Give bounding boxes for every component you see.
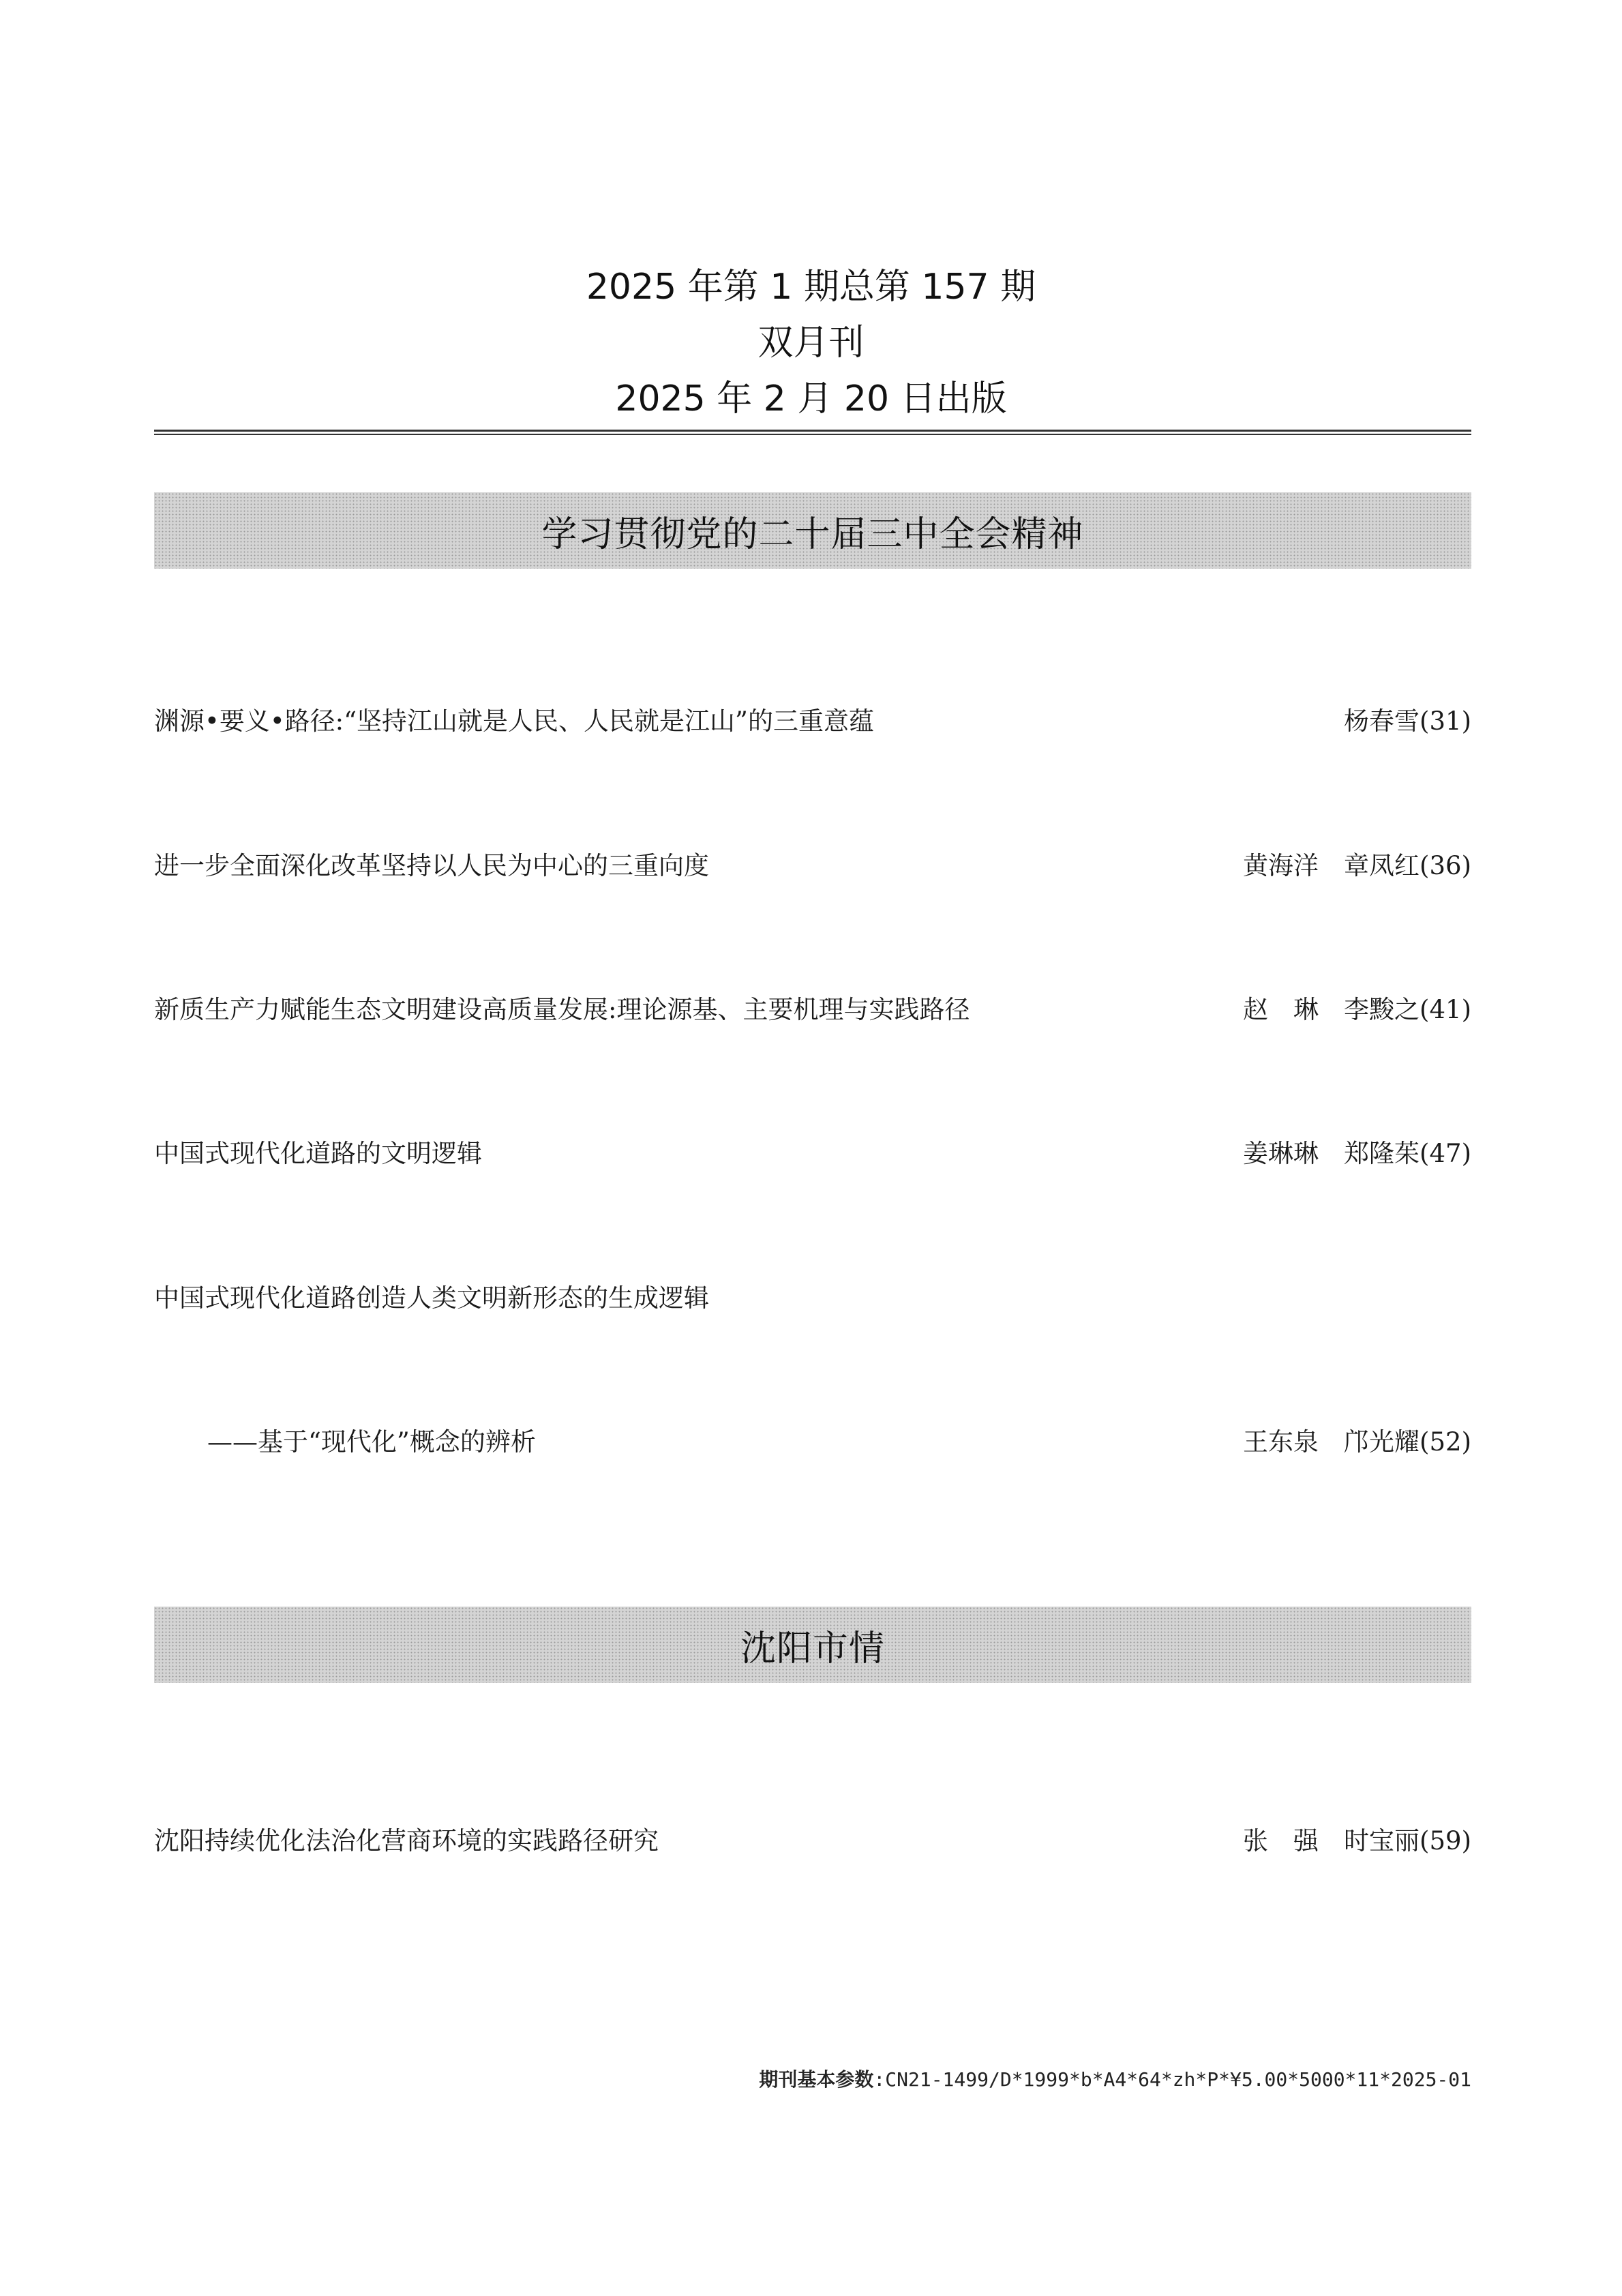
article-title: 进一步全面深化改革坚持以人民为中心的三重向度 <box>154 851 709 880</box>
toc-entry[interactable] <box>154 1133 1471 1174</box>
article-title: 新质生产力赋能生态文明建设高质量发展:理论源基、主要机理与实践路径 <box>154 995 970 1024</box>
article-authors-page: 黄海洋 章凤红(36) <box>1243 851 1471 880</box>
toc-entry[interactable] <box>154 989 1471 1030</box>
article-title: 渊源•要义•路径:“坚持江山就是人民、人民就是江山”的三重意蕴 <box>154 706 874 736</box>
article-title: 沈阳持续优化法治化营商环境的实践路径研究 <box>154 1826 659 1855</box>
publication-frequency: 双月刊 <box>757 323 865 363</box>
journal-parameters-label: 期刊基本参数 <box>759 2068 874 2091</box>
article-title: 中国式现代化道路创造人类文明新形态的生成逻辑 <box>154 1283 709 1313</box>
article-subtitle: ——基于“现代化”概念的辨析 <box>207 1427 536 1457</box>
section-heading: 沈阳市情 <box>154 1607 1471 1683</box>
article-authors-page: 杨春雪(31) <box>1344 706 1471 736</box>
article-title: 中国式现代化道路的文明逻辑 <box>154 1139 482 1168</box>
journal-parameters-value: :CN21-1499/D*1999*b*A4*64*zh*P*¥5.00*5000*11*2025-01 <box>873 2068 1471 2091</box>
toc-entry[interactable] <box>154 846 1471 886</box>
article-authors-page: 赵 琳 李黢之(41) <box>1243 995 1471 1024</box>
toc-entry-subtitle[interactable] <box>154 1422 1471 1463</box>
toc-entry[interactable] <box>154 1821 1471 1862</box>
toc-entry[interactable] <box>154 701 1471 742</box>
article-authors-page: 王东泉 邝光耀(52) <box>1243 1427 1471 1457</box>
article-authors-page: 姜琳琳 郑隆茱(47) <box>1243 1139 1471 1168</box>
issue-number: 2025 年第 1 期总第 157 期 <box>586 267 1036 308</box>
article-authors-page: 张 强 时宝丽(59) <box>1243 1826 1471 1855</box>
toc-entry[interactable] <box>154 1278 1471 1319</box>
publication-date: 2025 年 2 月 20 日出版 <box>615 378 1007 419</box>
header-divider <box>154 430 1471 435</box>
journal-parameters <box>759 2066 1471 2093</box>
issue-header <box>0 259 1622 427</box>
section-heading: 学习贯彻党的二十届三中全会精神 <box>154 492 1471 569</box>
